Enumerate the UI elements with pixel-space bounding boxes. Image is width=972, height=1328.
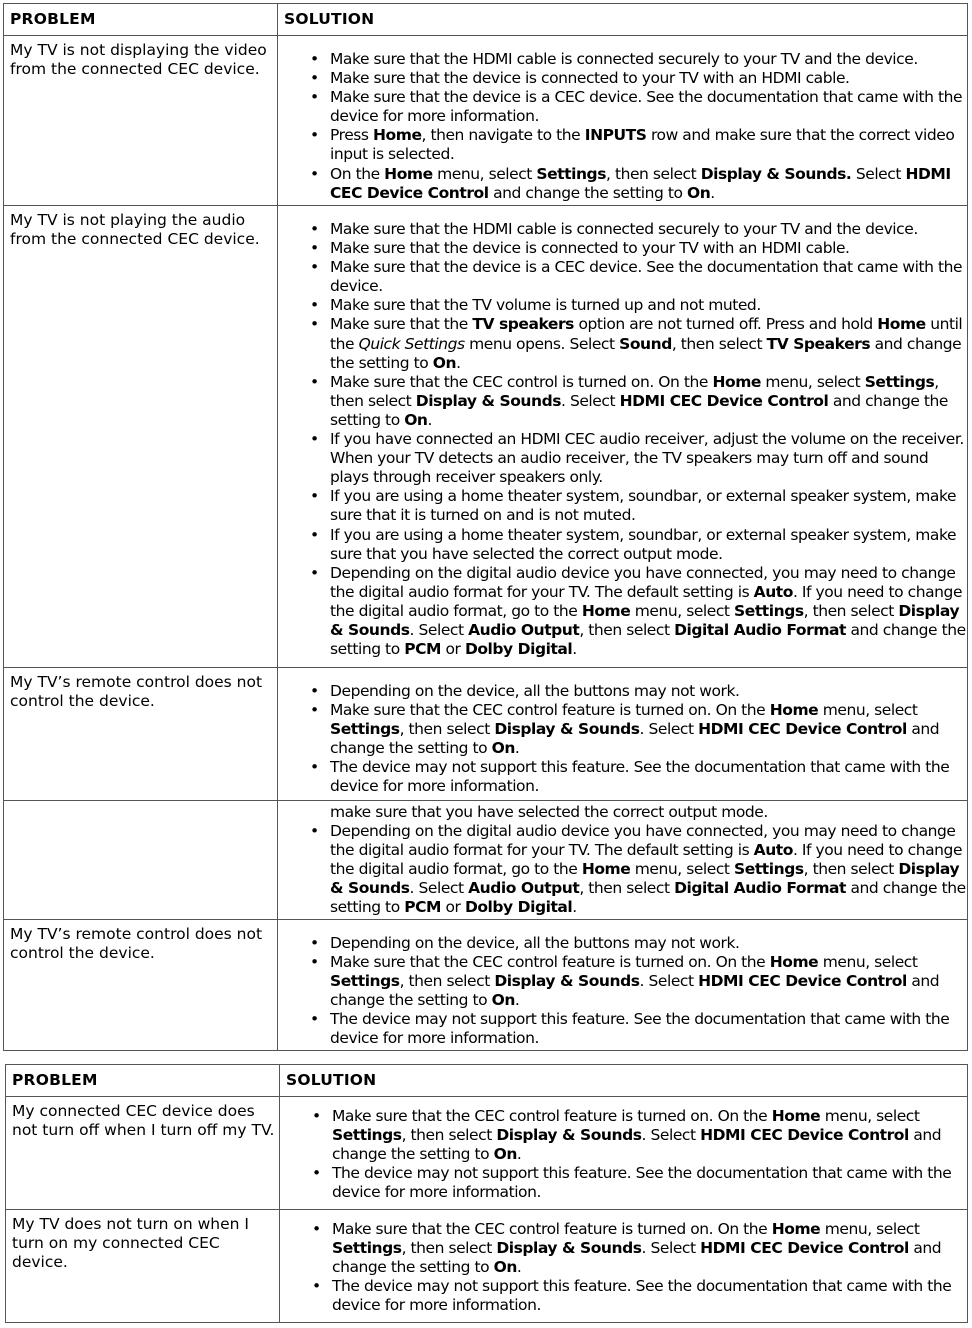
text-run: menu opens. Select [464, 334, 620, 353]
text-run: Make sure that the HDMI cable is connected securely to your TV and the device. [330, 220, 918, 238]
bold-text: On [493, 1258, 517, 1277]
header-solution: SOLUTION [278, 4, 968, 36]
text-run: . If you need to change the digital audio format, go to the [330, 841, 963, 879]
bold-text: Display & Sounds [496, 1126, 642, 1145]
text-run: . Select [641, 1126, 701, 1145]
text-run: row and make sure that the correct video input is selected. [330, 126, 955, 164]
bold-text: Settings [864, 372, 935, 391]
text-run: , then select [803, 601, 899, 620]
text-run: . [572, 898, 577, 917]
bold-text: Home [771, 1107, 821, 1125]
solution-list [278, 50, 967, 203]
bold-text: PCM [404, 898, 442, 917]
problem-cell [4, 801, 278, 920]
bold-text: Display & Sounds [415, 391, 561, 410]
text-run: Depending on the digital audio device you have connected, you may need to change the digital audio format for your TV. The default setting is [330, 563, 956, 601]
bold-text: Settings [330, 720, 400, 739]
text-run: If you are using a home theater system, soundbar, or external speaker system, make sure that you have selected the correct output mode. [330, 525, 957, 563]
bold-text: Display & Sounds [494, 972, 640, 991]
text-run: and change the setting to [330, 334, 962, 372]
text-run: , then select [671, 334, 767, 353]
text-run: Depending on the device, all the buttons may not work. [330, 682, 740, 700]
text-run: and change the setting to [332, 1126, 942, 1164]
text-run: menu, select [818, 701, 918, 720]
bold-text: HDMI CEC Device Control [700, 1239, 909, 1258]
bold-text: Settings [332, 1239, 402, 1258]
solution-item [278, 50, 967, 69]
header-solution: SOLUTION [280, 1065, 968, 1097]
bold-text: Digital Audio Format [674, 879, 846, 898]
text-run: . [514, 739, 520, 758]
bold-text: Dolby Digital [464, 898, 573, 917]
solution-item [278, 934, 967, 953]
continuation-text [278, 803, 967, 822]
bold-text: HDMI CEC Device Control [330, 164, 951, 202]
solution-list [278, 822, 967, 917]
table-row [4, 36, 968, 206]
text-run: . [710, 183, 715, 202]
bold-text: Home [769, 701, 819, 720]
bold-text: Display & Sounds [330, 601, 960, 639]
bold-text: HDMI CEC Device Control [700, 1126, 909, 1145]
text-run: , then select [803, 860, 899, 879]
solution-item [278, 430, 967, 487]
solution-item [278, 822, 967, 917]
solution-list [280, 1220, 967, 1315]
solution-item [278, 296, 967, 315]
solution-item [278, 682, 967, 701]
problem-cell: My TV is not playing the audio from the connected CEC device. [4, 206, 278, 668]
text-run: Make sure that the device is connected to your TV with an HDMI cable. [330, 69, 850, 88]
text-run: . [427, 410, 432, 429]
text-run: and change the setting to [330, 972, 940, 1010]
text-run: On the [330, 164, 385, 183]
bold-text: HDMI CEC Device Control [619, 391, 829, 410]
table-row [6, 1097, 968, 1210]
bold-text: HDMI CEC Device Control [698, 720, 907, 739]
bold-text: Home [373, 126, 422, 145]
bold-text: TV speakers [472, 315, 574, 334]
text-run: Make sure that the device is a CEC device. See the documentation that came with the device. [330, 258, 963, 296]
bold-text: Home [712, 372, 761, 391]
text-run: option are not turned off. Press and hold [573, 315, 878, 334]
text-run: , then select [399, 720, 495, 739]
solution-item [278, 220, 967, 239]
bold-text: Home [581, 860, 631, 879]
problem-cell: My TV is not displaying the video from the connected CEC device. [4, 36, 278, 206]
text-run: menu, select [432, 164, 537, 183]
bold-text: Settings [332, 1126, 402, 1145]
text-run: , then select [330, 372, 939, 410]
troubleshooting-table-1 [3, 3, 968, 1051]
bold-text: Display & Sounds [330, 860, 960, 898]
solution-item [278, 239, 967, 258]
text-run: Make sure that the [330, 315, 473, 334]
problem-cell: My TV does not turn on when I turn on my connected CEC device. [6, 1210, 280, 1323]
text-run: Depending on the device, all the buttons may not work. [330, 934, 740, 952]
bold-text: Auto [753, 582, 793, 601]
text-run: , then select [579, 879, 675, 898]
problem-cell: My connected CEC device does not turn off when I turn off my TV. [6, 1097, 280, 1210]
solution-item [278, 69, 967, 88]
bold-text: On [432, 353, 457, 372]
bold-text: Home [771, 1220, 821, 1238]
solution-cell [278, 920, 968, 1051]
bold-text: Settings [734, 860, 804, 879]
solution-item [280, 1220, 967, 1277]
text-run: Make sure that the device is a CEC device. See the documentation that came with the device for more information. [330, 88, 963, 126]
bold-text: Settings [330, 972, 400, 991]
text-run: . [572, 640, 577, 659]
continuation-line [278, 803, 967, 822]
text-run: . [516, 1145, 522, 1164]
header-problem: PROBLEM [4, 4, 278, 36]
bold-text: Display & Sounds [494, 720, 640, 739]
text-run: menu, select [630, 860, 735, 879]
text-run: , then select [399, 972, 495, 991]
solution-cell [278, 36, 968, 206]
text-run: , then select [401, 1126, 497, 1145]
text-run: Depending on the digital audio device you have connected, you may need to change the digital audio format for your TV. The default setting is [330, 822, 956, 860]
text-run: The device may not support this feature. See the documentation that came with the device for more information. [330, 758, 950, 796]
solution-cell [278, 801, 968, 920]
solution-cell [278, 206, 968, 668]
table-row [6, 1210, 968, 1323]
solution-cell [278, 668, 968, 801]
header-problem: PROBLEM [6, 1065, 280, 1097]
bold-text: TV Speakers [766, 334, 871, 353]
bold-text: On [404, 410, 428, 429]
solution-item [278, 1010, 967, 1048]
solution-item [278, 315, 967, 372]
bold-text: On [493, 1145, 517, 1164]
text-run: Make sure that the TV volume is turned up and not muted. [330, 296, 761, 315]
text-run: Make sure that the CEC control feature is turned on. On the [330, 953, 770, 972]
text-run: menu, select [760, 372, 865, 391]
text-run: . Select [639, 972, 699, 991]
problem-cell: My TV’s remote control does not control the device. [4, 668, 278, 801]
text-run: , then select [401, 1239, 497, 1258]
text-run: . [516, 1258, 522, 1277]
problem-cell: My TV’s remote control does not control the device. [4, 920, 278, 1051]
bold-text: On [491, 991, 515, 1010]
text-run: Press [330, 126, 374, 145]
bold-text: On [491, 739, 515, 758]
text-run: make sure that you have selected the correct output mode. [330, 803, 768, 821]
text-run: Make sure that the CEC control feature is turned on. On the [330, 701, 770, 720]
table-row [4, 801, 968, 920]
text-run: The device may not support this feature. See the documentation that came with the device for more information. [332, 1277, 952, 1315]
solution-item [280, 1164, 967, 1202]
solution-list [278, 934, 967, 1049]
solution-item [278, 258, 967, 296]
solution-list [280, 1107, 967, 1202]
text-run: . If you need to change the digital audio format, go to the [330, 582, 963, 620]
bold-text: Settings [734, 601, 804, 620]
bold-text: Auto [753, 841, 793, 860]
text-run: . Select [641, 1239, 701, 1258]
bold-text: INPUTS [584, 126, 647, 145]
text-run: and change the setting to [330, 620, 966, 659]
solution-item [280, 1107, 967, 1164]
table-header-row [6, 1065, 968, 1097]
solution-item [280, 1277, 967, 1315]
table-row [4, 920, 968, 1051]
bold-text: Home [384, 164, 433, 183]
text-run: and change the setting to [330, 391, 949, 429]
text-run: , then select [579, 620, 675, 639]
text-run: , then select [605, 164, 701, 183]
text-run: until the [330, 315, 963, 353]
text-run: menu, select [820, 1107, 920, 1125]
bold-text: Dolby Digital [464, 640, 573, 659]
solution-list [278, 682, 967, 797]
solution-item [278, 126, 967, 164]
text-run: and change the setting to [330, 879, 966, 917]
italic-text: Quick Settings [358, 334, 465, 353]
bold-text: Home [581, 601, 631, 620]
text-run: Make sure that the HDMI cable is connected securely to your TV and the device. [330, 50, 918, 68]
troubleshooting-table-2 [5, 1064, 968, 1323]
bold-text: Sound [619, 334, 672, 353]
text-run: and change the setting to [488, 183, 687, 202]
text-run: Make sure that the CEC control feature is turned on. On the [332, 1107, 772, 1125]
text-run: menu, select [820, 1220, 920, 1238]
bold-text: Home [769, 953, 819, 972]
bold-text: Audio Output [468, 879, 580, 898]
text-run: . [456, 353, 461, 372]
solution-cell [280, 1097, 968, 1210]
solution-item [278, 88, 967, 126]
text-run: Make sure that the CEC control is turned on. On the [330, 372, 713, 391]
text-run: If you are using a home theater system, soundbar, or external speaker system, make sure that it is turned on and is not muted. [330, 487, 957, 525]
text-run: Make sure that the device is connected to your TV with an HDMI cable. [330, 239, 850, 258]
text-run: Make sure that the CEC control feature is turned on. On the [332, 1220, 772, 1238]
bold-text: Display & Sounds. [700, 164, 852, 183]
bold-text: On [686, 183, 711, 202]
table-header-row [4, 4, 968, 36]
bold-text: Audio Output [468, 620, 580, 639]
table-row [4, 668, 968, 801]
table-row [4, 206, 968, 668]
bold-text: Digital Audio Format [674, 620, 846, 639]
text-run: The device may not support this feature. See the documentation that came with the device for more information. [330, 1010, 950, 1048]
bold-text: Settings [536, 164, 606, 183]
text-run: If you have connected an HDMI CEC audio receiver, adjust the volume on the receiver. When your TV detects an audio receiver, the TV speakers may turn off and sound plays through receiver speakers only. [330, 430, 964, 487]
bold-text: Display & Sounds [496, 1239, 642, 1258]
text-run: . Select [561, 391, 620, 410]
solution-item [278, 165, 967, 203]
solution-list [278, 220, 967, 659]
text-run: . Select [639, 720, 699, 739]
text-run: and change the setting to [330, 720, 940, 758]
solution-item [278, 701, 967, 758]
text-run: menu, select [818, 953, 918, 972]
bold-text: HDMI CEC Device Control [698, 972, 907, 991]
solution-item [278, 758, 967, 796]
text-run: , then navigate to the [421, 126, 585, 145]
text-run: or [441, 640, 465, 659]
text-run: The device may not support this feature. See the documentation that came with the device for more information. [332, 1164, 952, 1202]
solution-item [278, 487, 967, 525]
solution-item [278, 526, 967, 564]
text-run: Select [851, 164, 906, 183]
bold-text: PCM [404, 640, 442, 659]
solution-cell [280, 1210, 968, 1323]
text-run: . Select [409, 879, 469, 898]
text-run: or [441, 898, 465, 917]
solution-item [278, 373, 967, 430]
text-run: and change the setting to [332, 1239, 942, 1277]
solution-item [278, 953, 967, 1010]
bold-text: Home [877, 315, 926, 334]
text-run: . Select [409, 620, 469, 639]
text-run: . [514, 991, 520, 1010]
solution-item [278, 564, 967, 659]
text-run: menu, select [630, 601, 735, 620]
